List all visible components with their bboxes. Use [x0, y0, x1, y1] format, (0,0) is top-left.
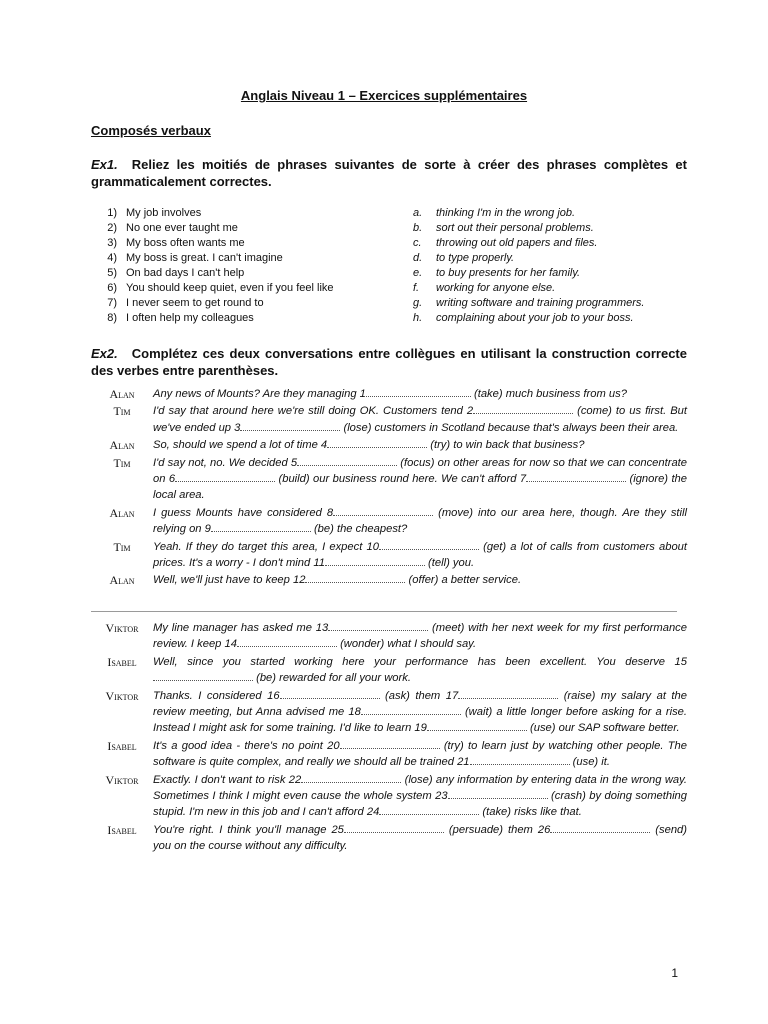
speech-segment: (be) rewarded for all your work. [253, 672, 411, 685]
speech-segment: (lose) customers in Scotland because that's always been their area. [340, 421, 679, 434]
speech-segment: (offer) a better service. [405, 574, 522, 587]
page-number: 1 [671, 966, 678, 980]
ex1-row [91, 267, 691, 282]
ex1-item-number: 6) [107, 282, 117, 294]
answer-blank[interactable] [473, 403, 573, 414]
dialogue-turn [91, 572, 687, 588]
ex1-row [91, 237, 691, 252]
ex1-item-letter: f. [413, 282, 420, 294]
speech-segment: (use) it. [569, 756, 610, 769]
speech-text [153, 688, 687, 737]
ex1-left-phrase: On bad days I can't help [126, 267, 245, 279]
ex1-row [91, 252, 691, 267]
dialogue-turn [91, 772, 687, 821]
speech-segment: It's a good idea - there's no point 20 [153, 739, 340, 752]
ex1-item-number: 8) [107, 312, 117, 324]
speech-segment: (take) much business from us? [470, 388, 627, 400]
speech-segment: Exactly. I don't want to risk 22 [153, 773, 302, 786]
speech-segment: Well, since you started working here your performance has been excellent. You deserve 15 [153, 655, 687, 668]
speech-segment: (try) to win back that business? [427, 439, 585, 452]
ex1-item-number: 2) [107, 222, 117, 234]
ex1-right-phrase: complaining about your job to your boss. [436, 312, 634, 324]
answer-blank[interactable] [333, 505, 433, 516]
ex1-left-phrase: I often help my colleagues [126, 312, 254, 324]
speech-segment: (ask) them 17 [379, 689, 459, 702]
speech-text [153, 455, 687, 504]
answer-blank[interactable] [427, 720, 527, 731]
speech-segment: (get) a lot of calls from customers about prices. It's a worry - I don't mind 11 [153, 540, 687, 570]
conversation-2 [91, 620, 687, 856]
ex1-right-phrase: working for anyone else. [436, 282, 556, 294]
speech-text [153, 505, 687, 538]
answer-blank[interactable] [327, 437, 427, 448]
speaker-name: Alan [109, 438, 135, 453]
ex1-item-number: 4) [107, 252, 117, 264]
ex1-item-letter: c. [413, 237, 422, 249]
ex1-item-letter: h. [413, 312, 423, 324]
speech-segment: (persuade) them 26 [443, 823, 551, 836]
ex1-item-letter: d. [413, 252, 423, 264]
ex1-label: Ex1. [91, 157, 118, 172]
speech-text [153, 772, 687, 821]
ex1-item-number: 1) [107, 207, 117, 219]
speaker-name: Isabel [107, 822, 137, 837]
speech-segment: So, should we spend a lot of time 4 [153, 439, 328, 452]
ex1-right-phrase: sort out their personal problems. [436, 222, 594, 234]
answer-blank[interactable] [328, 620, 428, 631]
ex1-item-letter: b. [413, 222, 423, 234]
speaker-name: Tim [113, 404, 131, 419]
ex1-left-phrase: My boss often wants me [126, 237, 245, 249]
ex1-instruction: Reliez les moitiés de phrases suivantes de sorte à créer des phrases complètes et grammaticalement correctes. [91, 157, 687, 189]
answer-blank[interactable] [344, 822, 444, 833]
speech-segment: (take) risks like that. [479, 806, 582, 819]
ex1-right-phrase: throwing out old papers and files. [436, 237, 598, 249]
ex1-right-phrase: to type properly. [436, 252, 515, 264]
answer-blank[interactable] [379, 539, 479, 550]
answer-blank[interactable] [379, 804, 479, 815]
answer-blank[interactable] [448, 788, 548, 799]
speech-segment: (meet) with her next week for my first performance review. I keep 14 [153, 622, 687, 651]
speaker-name: Tim [113, 539, 131, 554]
speaker-name: Tim [113, 455, 131, 470]
ex1-instruction-block [91, 156, 687, 190]
speaker-name: Viktor [105, 772, 139, 787]
answer-blank[interactable] [297, 455, 397, 466]
speech-segment: (use) our SAP software better. [526, 722, 680, 735]
ex1-right-phrase: to buy presents for her family. [436, 267, 581, 279]
ex1-left-phrase: I never seem to get round to [126, 297, 264, 309]
answer-blank[interactable] [237, 636, 337, 647]
speech-segment: (try) to learn just by watching other people. The software is quite complex, and really we should all be trained 21 [153, 739, 687, 769]
speech-segment: Yeah. If they do target this area, I expect 10 [153, 540, 379, 553]
speaker-name: Isabel [107, 654, 137, 669]
dialogue-turn [91, 539, 687, 572]
ex1-row [91, 282, 691, 297]
conversation-divider [91, 611, 677, 612]
dialogue-turn [91, 738, 687, 771]
answer-blank[interactable] [340, 738, 440, 749]
answer-blank[interactable] [458, 688, 558, 699]
ex1-left-phrase: My boss is great. I can't imagine [126, 252, 283, 264]
speech-segment: (come) to us first. But we've ended up 3 [153, 405, 687, 434]
speech-segment: My line manager has asked me 13 [153, 622, 329, 634]
answer-blank[interactable] [301, 772, 401, 783]
speaker-name: Alan [109, 505, 135, 520]
document-title: Anglais Niveau 1 – Exercices supplémentaires [240, 88, 528, 103]
ex1-item-letter: a. [413, 207, 423, 219]
speech-segment: Any news of Mounts? Are they managing 1 [153, 388, 366, 400]
speech-text [153, 386, 687, 402]
speech-text [153, 620, 687, 653]
answer-blank[interactable] [366, 386, 471, 397]
speech-text [153, 738, 687, 771]
ex1-item-number: 7) [107, 297, 117, 309]
ex1-row [91, 312, 691, 327]
dialogue-turn [91, 654, 687, 687]
speech-text [153, 403, 687, 436]
answer-blank[interactable] [470, 754, 570, 765]
ex1-row [91, 207, 691, 222]
ex1-item-letter: e. [413, 267, 423, 279]
speech-segment: You're right. I think you'll manage 25 [153, 823, 344, 836]
speaker-name: Alan [109, 387, 135, 401]
speech-segment: I'd say that around here we're still doing OK. Customers tend 2 [153, 405, 474, 418]
ex1-matching-list [91, 207, 691, 327]
ex1-left-phrase: You should keep quiet, even if you feel like [126, 282, 334, 294]
section-title: Composés verbaux [91, 123, 211, 138]
answer-blank[interactable] [153, 670, 253, 681]
speech-text [153, 539, 687, 572]
ex1-left-phrase: My job involves [126, 207, 202, 219]
speech-segment: Thanks. I considered 16 [153, 689, 280, 702]
answer-blank[interactable] [211, 521, 311, 532]
speech-text [153, 572, 687, 588]
ex2-instruction: Complétez ces deux conversations entre collègues en utilisant la construction correcte des verbes entre parenthèses. [91, 346, 687, 378]
answer-blank[interactable] [240, 420, 340, 431]
ex1-row [91, 222, 691, 237]
dialogue-turn [91, 822, 687, 855]
speech-segment: I guess Mounts have considered 8 [153, 506, 334, 519]
speech-text [153, 822, 687, 855]
ex1-item-number: 3) [107, 237, 117, 249]
speaker-name: Alan [109, 573, 135, 588]
speech-text [153, 654, 687, 687]
answer-blank[interactable] [175, 471, 275, 482]
ex1-left-phrase: No one ever taught me [126, 222, 238, 234]
speaker-name: Viktor [105, 621, 139, 635]
speech-text [153, 437, 687, 453]
ex1-right-phrase: thinking I'm in the wrong job. [436, 207, 576, 219]
speech-segment: (tell) you. [424, 557, 475, 570]
ex1-right-phrase: writing software and training programmers. [436, 297, 645, 309]
speech-segment: (wait) a little longer before asking for a rise. Instead I might ask for some training. I'd like to learn 19 [153, 706, 687, 735]
answer-blank[interactable] [325, 555, 425, 566]
answer-blank[interactable] [361, 704, 461, 715]
dialogue-turn [91, 437, 687, 453]
speech-segment: Well, we'll just have to keep 12 [153, 574, 306, 587]
ex2-instruction-block [91, 345, 687, 379]
speaker-name: Viktor [105, 688, 139, 703]
speech-segment: (send) you on the course without any difficulty. [153, 823, 687, 853]
speech-segment: (move) into our area here, though. Are they still relying on 9 [153, 506, 687, 536]
speech-segment: (crash) by doing something stupid. I'm new in this job and I can't afford 24 [153, 790, 688, 819]
answer-blank[interactable] [550, 822, 650, 833]
conversation-1 [91, 386, 687, 590]
ex1-item-number: 5) [107, 267, 117, 279]
speech-segment: (build) our business round here. We can't afford 7 [275, 473, 527, 486]
dialogue-turn [91, 620, 687, 653]
speech-segment: I'd say not, no. We decided 5 [153, 456, 298, 469]
speech-segment: (wonder) what I should say. [336, 638, 477, 651]
speaker-name: Isabel [107, 738, 137, 753]
speech-segment: (raise) my salary at the review meeting, but Anna advised me 18 [153, 689, 687, 719]
dialogue-turn [91, 688, 687, 737]
speech-segment: (focus) on other areas for now so that we can concentrate on 6 [153, 456, 687, 486]
dialogue-turn [91, 386, 687, 402]
speech-segment: (lose) any information by entering data in the wrong way. Sometimes I think I might even cause the whole system 23 [153, 773, 688, 803]
dialogue-turn [91, 455, 687, 504]
answer-blank[interactable] [280, 688, 380, 699]
answer-blank[interactable] [305, 572, 405, 583]
speech-segment: (ignore) the local area. [153, 473, 687, 502]
speech-segment: (be) the cheapest? [310, 523, 408, 536]
ex1-row [91, 297, 691, 312]
ex2-label: Ex2. [91, 346, 118, 361]
ex1-item-letter: g. [413, 297, 423, 309]
dialogue-turn [91, 505, 687, 538]
answer-blank[interactable] [526, 471, 626, 482]
dialogue-turn [91, 403, 687, 436]
